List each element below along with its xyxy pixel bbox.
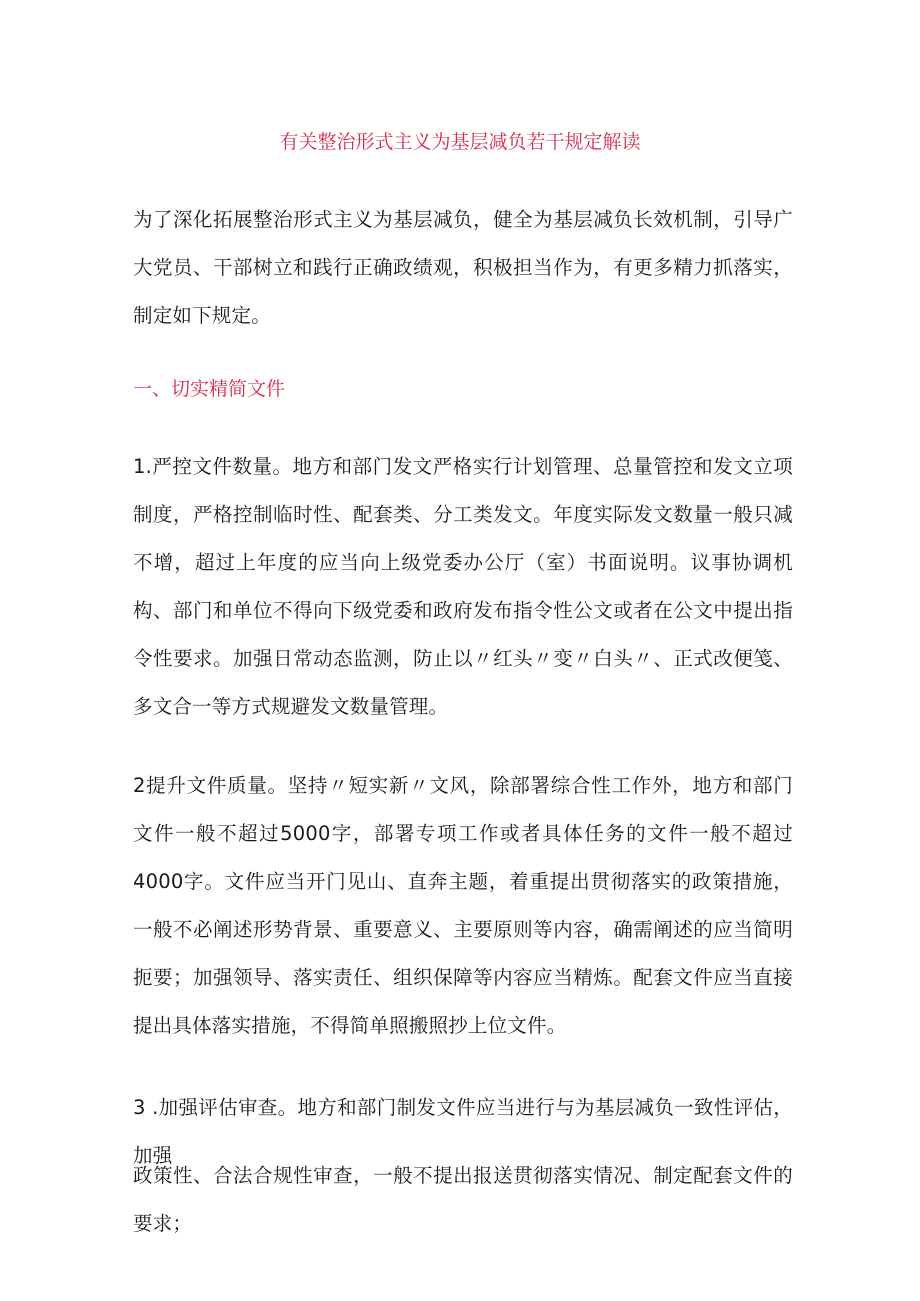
- item-paragraph-2: 2提升文件质量。坚持〃短实新〃文风，除部署综合性工作外，地方和部门文件一般不超过5000字，部署专项工作或者具体任务的文件一般不超过4000字。文件应当开门见山、直奔主题，着重提出贯彻落实的政策措施，一般不必阐述形势背景、重要意义、主要原则等内容，确需阐述的应当简明扼要；加强领导、落实责任、组织保障等内容应当精炼。配套文件应当直接提出具体落实措施，不得简单照搬照抄上位文件。: [133, 774, 793, 1037]
- item-paragraph-1: 1.严控文件数量。地方和部门发文严格实行计划管理、总量管控和发文立项制度，严格控制临时性、配套类、分工类发文。年度实际发文数量一般只减不增，超过上年度的应当向上级党委办公厅（室）书面说明。议事协调机构、部门和单位不得向下级党委和政府发布指令性公文或者在公文中提出指令性要求。加强日常动态监测，防止以〃红头〃变〃白头〃、正式改便笺、多文合一等方式规避发文数量管理。: [133, 455, 793, 718]
- item-paragraph-3-line-2: 政策性、合法合规性审查，一般不提出报送贯彻落实情况、制定配套文件的要求；: [133, 1164, 793, 1235]
- item-paragraph-3-line-1: 3 .加强评估审查。地方和部门制发文件应当进行与为基层减负一致性评估，加强: [133, 1096, 793, 1167]
- intro-paragraph: 为了深化拓展整治形式主义为基层减负，健全为基层减负长效机制，引导广大党员、干部树立和践行正确政绩观，积极担当作为，有更多精力抓落实，制定如下规定。: [133, 208, 793, 327]
- section-heading-1: 一、切实精简文件: [133, 378, 286, 400]
- document-title: 有关整治形式主义为基层减负若干规定解读: [279, 131, 641, 153]
